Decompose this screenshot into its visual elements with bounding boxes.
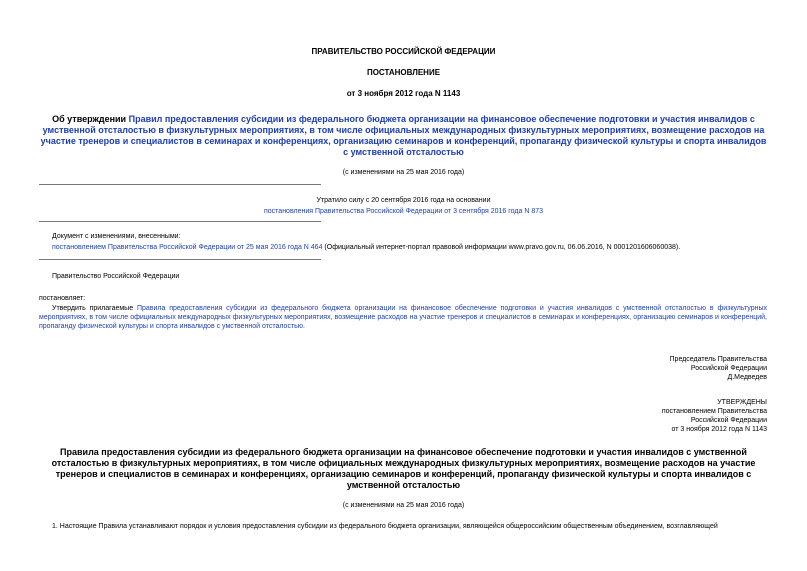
approved-date: от 3 ноября 2012 года N 1143 <box>671 426 767 433</box>
signature-country: Российской Федерации <box>690 365 767 372</box>
decree-heading: ПОСТАНОВЛЕНИЕ <box>366 68 441 77</box>
approve-rules-link[interactable]: Правила предоставления субсидии из федерального бюджета организации на финансовое обеспечение подготовки и участия инвалидов с умственной отсталостью в физкультурных мероприятиях, в том числе официальных международных физкультурных мероприятиях, возмещение расходов на участие тренеров и специалистов в семинарах и конференциях, организацию семинаров и конференций, пропаганду физической культуры и спорта инвалидов с умственной отсталостью. <box>39 305 767 330</box>
body-decrees: постановляет: <box>39 295 86 302</box>
body-government: Правительство Российской Федерации <box>52 273 180 280</box>
divider <box>39 221 321 222</box>
divider <box>39 259 321 260</box>
rules-changes-note: (с изменениями на 25 мая 2016 года) <box>342 502 465 509</box>
approved-by: постановлением Правительства <box>661 408 767 415</box>
title-prefix: Об утверждении <box>52 114 127 124</box>
divider <box>39 184 321 185</box>
approved-country: Российской Федерации <box>690 417 767 424</box>
approved-heading: УТВЕРЖДЕНЫ <box>717 399 767 406</box>
title-rules-link[interactable]: Правил предоставления субсидии из федерального бюджета организации на финансовое обеспечение подготовки и участия инвалидов с умственной отсталостью в физкультурных мероприятиях, в том числе официальных международных физкультурных мероприятиях, возмещение расходов на участие тренеров и специалистов в семинарах и конференциях, организацию семинаров и конференций, пропаганду физической культуры и спорта инвалидов с умственной отсталостью <box>40 114 767 157</box>
lost-force-text: Утратило силу с 20 сентября 2016 года на основании <box>316 197 491 204</box>
government-heading: ПРАВИТЕЛЬСТВО РОССИЙСКОЙ ФЕДЕРАЦИИ <box>311 47 496 56</box>
signature-position: Председатель Правительства <box>669 356 767 363</box>
lost-force-reference <box>0 207 807 216</box>
document-title <box>40 114 767 158</box>
amendments-label: Документ с изменениями, внесенными: <box>52 233 181 240</box>
lost-force-link[interactable]: постановления Правительства Российской Федерации от 3 сентября 2016 года N 873 <box>263 208 544 215</box>
rules-title: Правила предоставления субсидии из федерального бюджета организации на финансовое обеспечение подготовки и участия инвалидов с умственной отсталостью в физкультурных мероприятиях, в том числе официальных международных физкультурных мероприятиях, возмещение расходов на участие тренеров и специалистов в семинарах и конференциях, организацию семинаров и конференций, пропаганду физической культуры и спорта инвалидов с умственной отсталостью <box>51 447 756 490</box>
approve-prefix: Утвердить прилагаемые <box>52 305 137 312</box>
amendments-link[interactable]: постановлением Правительства Российской Федерации от 25 мая 2016 года N 464 <box>52 244 323 251</box>
amendments-reference <box>52 243 792 252</box>
decree-date: от 3 ноября 2012 года N 1143 <box>346 89 461 98</box>
signature-name: Д.Медведев <box>727 374 767 381</box>
rules-paragraph-1: 1. Настоящие Правила устанавливают порядок и условия предоставления субсидии из федерального бюджета организации, являющейся общероссийским общественным объединением, возглавляющей <box>52 523 718 530</box>
approve-paragraph <box>39 304 767 331</box>
amendments-source: (Официальный интернет-портал правовой информации www.pravo.gov.ru, 06.06.2016, N 0001201606060038). <box>322 244 681 251</box>
signature-block <box>670 355 767 382</box>
changes-note: (с изменениями на 25 мая 2016 года) <box>342 169 465 176</box>
approved-block <box>662 398 767 434</box>
